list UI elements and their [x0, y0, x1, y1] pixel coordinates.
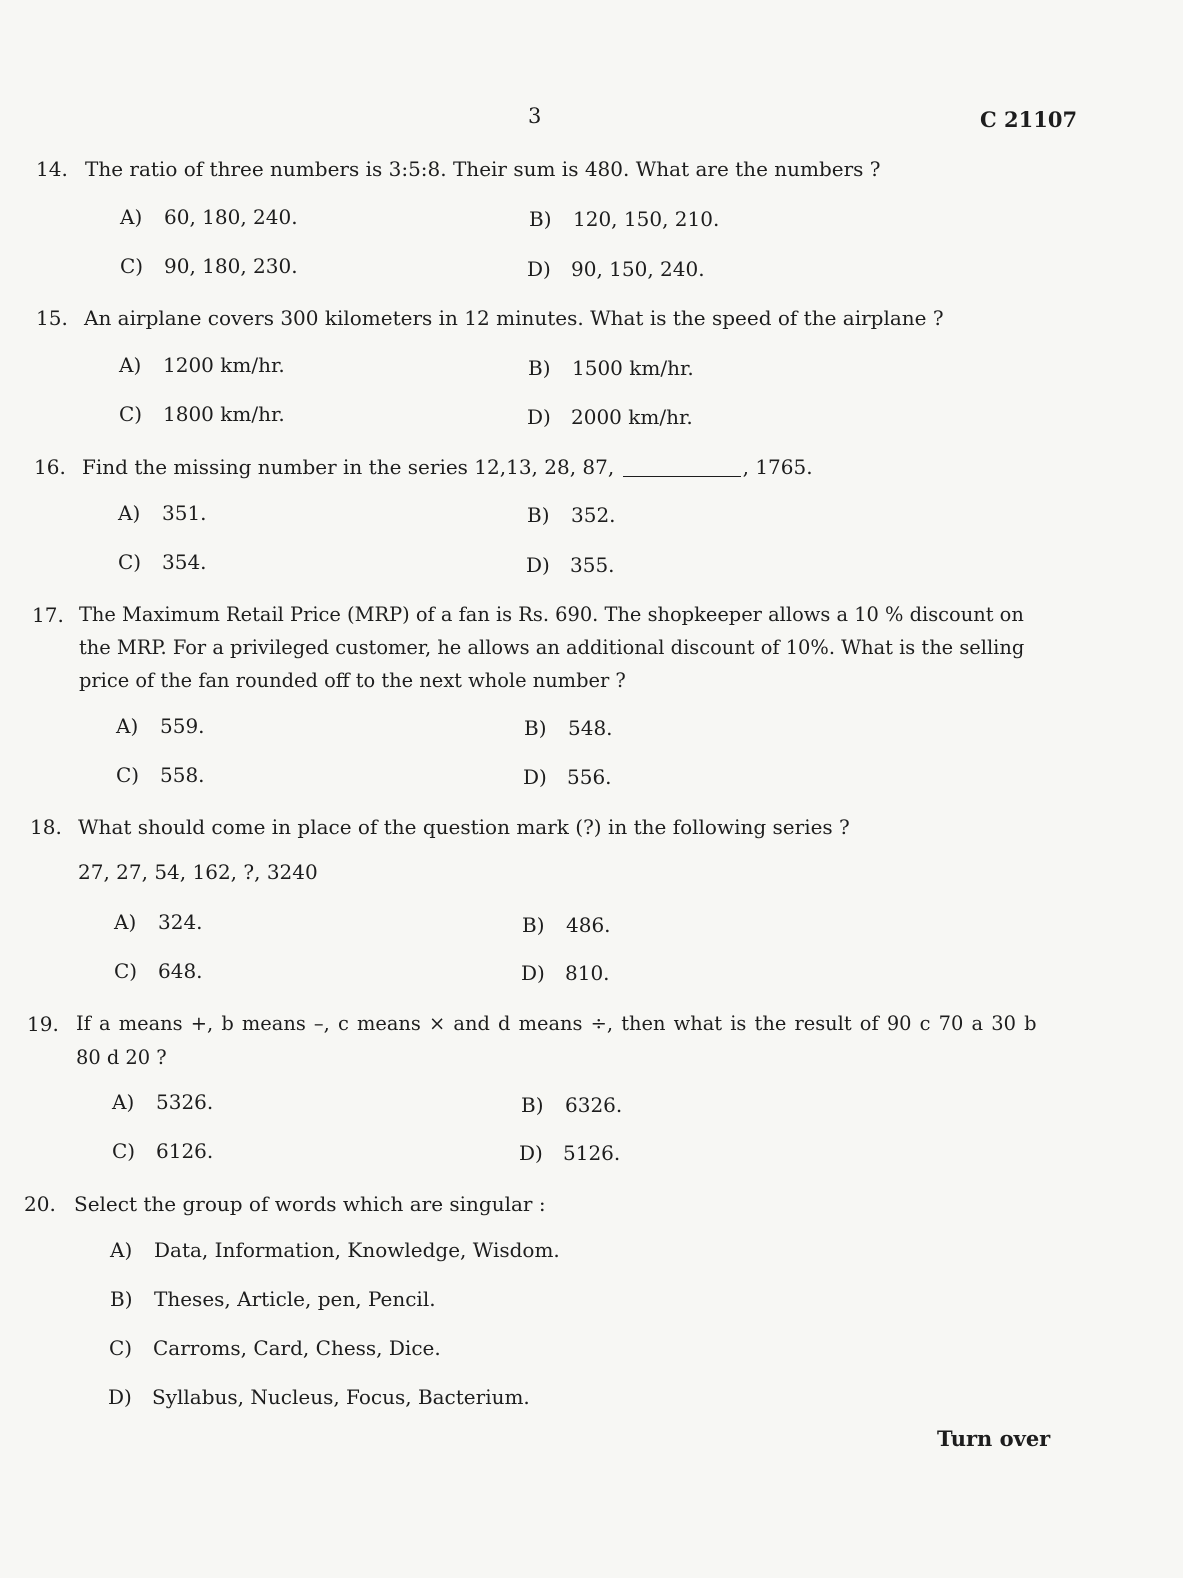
- option-letter: B): [527, 503, 550, 527]
- option-text: 60, 180, 240.: [164, 205, 298, 229]
- answer-blank: [623, 460, 741, 477]
- question-text-line: The Maximum Retail Price (MRP) of a fan is Rs. 690. The shopkeeper allows a 10 % discount on: [79, 603, 1024, 626]
- option-b: [527, 503, 616, 527]
- option-letter: B): [110, 1287, 133, 1311]
- option-text: Data, Information, Knowledge, Wisdom.: [154, 1238, 560, 1262]
- option-text: 486.: [566, 913, 611, 937]
- option-letter: D): [523, 765, 547, 789]
- paper-code: C 21107: [980, 107, 1078, 132]
- option-b: [110, 1287, 436, 1311]
- option-c: [114, 959, 203, 983]
- option-a: [114, 910, 203, 934]
- option-letter: B): [524, 716, 547, 740]
- option-text: 354.: [162, 550, 207, 574]
- option-text: 558.: [160, 763, 205, 787]
- option-text: Theses, Article, pen, Pencil.: [154, 1287, 436, 1311]
- question-number: 17.: [32, 603, 64, 627]
- question-number: 15.: [36, 306, 68, 330]
- option-letter: C): [109, 1336, 133, 1360]
- question-number: 20.: [24, 1192, 56, 1216]
- option-text: 90, 180, 230.: [164, 254, 298, 278]
- option-text: Syllabus, Nucleus, Focus, Bacterium.: [152, 1385, 530, 1409]
- option-text: 351.: [162, 501, 207, 525]
- question-text: The ratio of three numbers is 3:5:8. Their sum is 480. What are the numbers ?: [85, 157, 881, 181]
- option-letter: C): [120, 254, 144, 278]
- option-b: [529, 207, 719, 231]
- turn-over-note: Turn over: [937, 1426, 1051, 1451]
- option-letter: C): [118, 550, 142, 574]
- option-letter: B): [528, 356, 551, 380]
- option-letter: D): [527, 257, 551, 281]
- option-letter: C): [116, 763, 140, 787]
- question-number: 18.: [30, 815, 62, 839]
- question-number: 16.: [34, 455, 66, 479]
- option-letter: B): [529, 207, 552, 231]
- option-c: [120, 254, 298, 278]
- option-a: [118, 501, 207, 525]
- page-number: 3: [528, 104, 542, 128]
- option-b: [528, 356, 694, 380]
- option-d: [108, 1385, 530, 1409]
- option-text: 1800 km/hr.: [163, 402, 285, 426]
- option-text: 5126.: [563, 1141, 621, 1165]
- option-c: [112, 1139, 213, 1163]
- option-text: Carroms, Card, Chess, Dice.: [153, 1336, 441, 1360]
- option-a: [116, 714, 205, 738]
- option-a: [120, 205, 298, 229]
- option-b: [521, 1093, 622, 1117]
- question-text-line: If a means +, b means –, c means × and d means ÷, then what is the result of 90 c 70 a 30 b: [76, 1012, 1037, 1035]
- question-text: An airplane covers 300 kilometers in 12 minutes. What is the speed of the airplane ?: [84, 306, 944, 330]
- option-letter: A): [118, 501, 141, 525]
- option-d: [521, 961, 610, 985]
- option-text: 120, 150, 210.: [573, 207, 720, 231]
- option-letter: A): [114, 910, 137, 934]
- option-d: [527, 257, 705, 281]
- question-text: What should come in place of the question mark (?) in the following series ?: [78, 815, 850, 839]
- option-text: 810.: [565, 961, 610, 985]
- option-letter: A): [119, 353, 142, 377]
- option-a: [110, 1238, 560, 1262]
- option-d: [527, 405, 693, 429]
- option-text: 559.: [160, 714, 205, 738]
- question-number: 19.: [27, 1012, 59, 1036]
- question-text-line: price of the fan rounded off to the next whole number ?: [79, 669, 626, 692]
- option-letter: B): [522, 913, 545, 937]
- question-text: Select the group of words which are singular :: [74, 1192, 546, 1216]
- option-text: 324.: [158, 910, 203, 934]
- option-letter: B): [521, 1093, 544, 1117]
- option-b: [524, 716, 613, 740]
- question-text-end: , 1765.: [742, 455, 813, 479]
- question-17: [32, 598, 1072, 703]
- number-series: 27, 27, 54, 162, ?, 3240: [78, 860, 318, 884]
- option-letter: D): [521, 961, 545, 985]
- question-text-line: 80 d 20 ?: [76, 1046, 167, 1069]
- option-c: [116, 763, 205, 787]
- option-c: [109, 1336, 441, 1360]
- option-text: 2000 km/hr.: [571, 405, 693, 429]
- option-text: 6126.: [156, 1139, 214, 1163]
- option-text: 548.: [568, 716, 613, 740]
- option-text: 1500 km/hr.: [572, 356, 694, 380]
- option-text: 352.: [571, 503, 616, 527]
- option-text: 1200 km/hr.: [163, 353, 285, 377]
- option-text: 648.: [158, 959, 203, 983]
- option-text: 5326.: [156, 1090, 214, 1114]
- option-letter: C): [112, 1139, 136, 1163]
- option-d: [519, 1141, 620, 1165]
- option-letter: D): [526, 553, 550, 577]
- option-letter: A): [116, 714, 139, 738]
- question-19: [27, 1007, 1067, 1075]
- option-letter: D): [519, 1141, 543, 1165]
- option-d: [526, 553, 615, 577]
- option-letter: C): [114, 959, 138, 983]
- option-text: 90, 150, 240.: [571, 257, 705, 281]
- option-c: [119, 402, 285, 426]
- question-number: 14.: [36, 157, 68, 181]
- question-text: Find the missing number in the series 12,13, 28, 87,: [82, 455, 615, 479]
- option-text: 556.: [567, 765, 612, 789]
- option-a: [119, 353, 285, 377]
- option-d: [523, 765, 612, 789]
- option-text: 6326.: [565, 1093, 623, 1117]
- option-letter: A): [110, 1238, 133, 1262]
- option-letter: A): [120, 205, 143, 229]
- option-b: [522, 913, 611, 937]
- option-letter: A): [112, 1090, 135, 1114]
- question-text-line: the MRP. For a privileged customer, he allows an additional discount of 10%. What is the selling: [79, 636, 1025, 659]
- option-letter: C): [119, 402, 143, 426]
- option-c: [118, 550, 207, 574]
- option-a: [112, 1090, 213, 1114]
- option-letter: D): [527, 405, 551, 429]
- option-letter: D): [108, 1385, 132, 1409]
- option-text: 355.: [570, 553, 615, 577]
